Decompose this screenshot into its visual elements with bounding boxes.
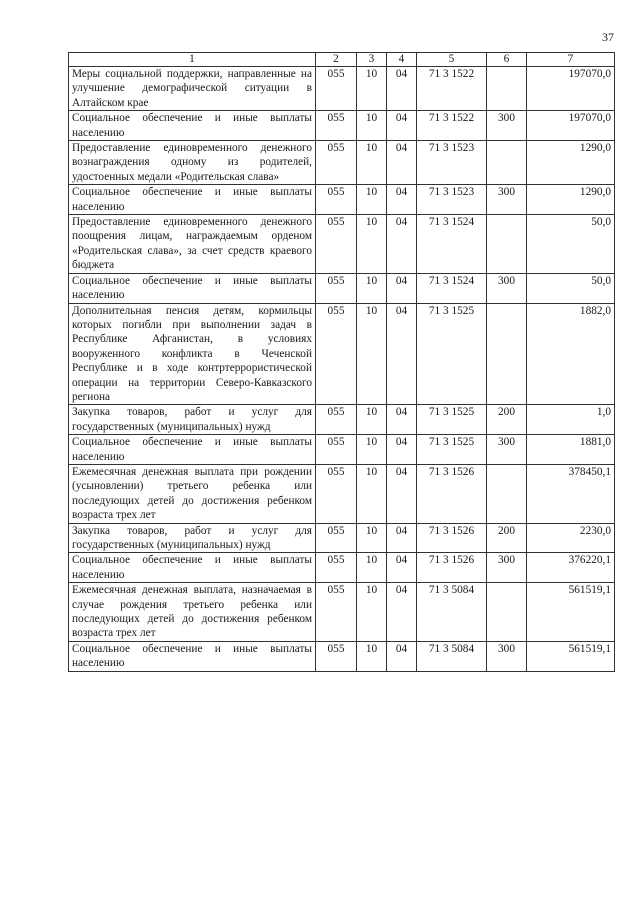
section-cell: 10 xyxy=(357,273,387,303)
subsection-cell: 04 xyxy=(387,553,417,583)
table-row xyxy=(69,435,615,465)
subsection-cell: 04 xyxy=(387,141,417,185)
table-row xyxy=(69,273,615,303)
header-cell: 2 xyxy=(316,53,357,67)
description-cell: Предоставление единовременного денежного поощрения лицам, награждаемым орденом «Родительская слава», за счет средств краевого бюджета xyxy=(69,215,316,274)
section-cell: 10 xyxy=(357,111,387,141)
code-cell: 055 xyxy=(316,464,357,523)
section-cell: 10 xyxy=(357,464,387,523)
expense-type-cell: 300 xyxy=(487,273,527,303)
target-article-cell: 71 3 1523 xyxy=(417,185,487,215)
amount-cell: 2230,0 xyxy=(527,523,615,553)
expense-type-cell xyxy=(487,303,527,405)
amount-cell: 197070,0 xyxy=(527,67,615,111)
target-article-cell: 71 3 1522 xyxy=(417,111,487,141)
expense-type-cell xyxy=(487,141,527,185)
table-row xyxy=(69,523,615,553)
header-cell: 1 xyxy=(69,53,316,67)
subsection-cell: 04 xyxy=(387,435,417,465)
target-article-cell: 71 3 5084 xyxy=(417,641,487,671)
code-cell: 055 xyxy=(316,185,357,215)
subsection-cell: 04 xyxy=(387,111,417,141)
description-cell: Ежемесячная денежная выплата, назначаемая в случае рождения третьего ребенка или последующих детей до достижения ребенком возраста трех лет xyxy=(69,583,316,642)
expense-type-cell: 200 xyxy=(487,523,527,553)
header-cell: 7 xyxy=(527,53,615,67)
description-cell: Предоставление единовременного денежного вознаграждения одному из родителей, удостоенных медали «Родительская слава» xyxy=(69,141,316,185)
code-cell: 055 xyxy=(316,435,357,465)
section-cell: 10 xyxy=(357,553,387,583)
expense-type-cell xyxy=(487,464,527,523)
subsection-cell: 04 xyxy=(387,641,417,671)
section-cell: 10 xyxy=(357,405,387,435)
amount-cell: 50,0 xyxy=(527,273,615,303)
code-cell: 055 xyxy=(316,141,357,185)
table-row xyxy=(69,405,615,435)
code-cell: 055 xyxy=(316,67,357,111)
subsection-cell: 04 xyxy=(387,215,417,274)
expense-type-cell: 300 xyxy=(487,185,527,215)
subsection-cell: 04 xyxy=(387,185,417,215)
description-cell: Дополнительная пенсия детям, кормильцы которых погибли при выполнении задач в Республике Афганистан, в условиях вооруженного конфликта в Чеченской Республике и в ходе контртеррористической операции на территории Северо-Кавказского региона xyxy=(69,303,316,405)
code-cell: 055 xyxy=(316,553,357,583)
target-article-cell: 71 3 1523 xyxy=(417,141,487,185)
code-cell: 055 xyxy=(316,111,357,141)
target-article-cell: 71 3 1526 xyxy=(417,464,487,523)
description-cell: Закупка товаров, работ и услуг для государственных (муниципальных) нужд xyxy=(69,405,316,435)
table-row xyxy=(69,215,615,274)
table-row xyxy=(69,583,615,642)
amount-cell: 1881,0 xyxy=(527,435,615,465)
table-row xyxy=(69,185,615,215)
expense-type-cell xyxy=(487,583,527,642)
table-row xyxy=(69,141,615,185)
expense-type-cell xyxy=(487,215,527,274)
description-cell: Социальное обеспечение и иные выплаты населению xyxy=(69,641,316,671)
section-cell: 10 xyxy=(357,215,387,274)
section-cell: 10 xyxy=(357,641,387,671)
subsection-cell: 04 xyxy=(387,464,417,523)
budget-table xyxy=(68,52,615,672)
section-cell: 10 xyxy=(357,141,387,185)
subsection-cell: 04 xyxy=(387,67,417,111)
description-cell: Меры социальной поддержки, направленные на улучшение демографической ситуации в Алтайском крае xyxy=(69,67,316,111)
section-cell: 10 xyxy=(357,523,387,553)
amount-cell: 1,0 xyxy=(527,405,615,435)
target-article-cell: 71 3 1525 xyxy=(417,405,487,435)
subsection-cell: 04 xyxy=(387,523,417,553)
description-cell: Социальное обеспечение и иные выплаты населению xyxy=(69,111,316,141)
expense-type-cell: 200 xyxy=(487,405,527,435)
section-cell: 10 xyxy=(357,67,387,111)
table-row xyxy=(69,553,615,583)
target-article-cell: 71 3 1525 xyxy=(417,303,487,405)
target-article-cell: 71 3 1524 xyxy=(417,273,487,303)
target-article-cell: 71 3 1522 xyxy=(417,67,487,111)
table-row xyxy=(69,641,615,671)
amount-cell: 561519,1 xyxy=(527,583,615,642)
description-cell: Ежемесячная денежная выплата при рождении (усыновлении) третьего ребенка или последующих детей до достижения ребенком возраста трех лет xyxy=(69,464,316,523)
code-cell: 055 xyxy=(316,273,357,303)
expense-type-cell xyxy=(487,67,527,111)
section-cell: 10 xyxy=(357,435,387,465)
expense-type-cell: 300 xyxy=(487,641,527,671)
section-cell: 10 xyxy=(357,185,387,215)
header-cell: 5 xyxy=(417,53,487,67)
amount-cell: 197070,0 xyxy=(527,111,615,141)
amount-cell: 1882,0 xyxy=(527,303,615,405)
target-article-cell: 71 3 1526 xyxy=(417,553,487,583)
amount-cell: 50,0 xyxy=(527,215,615,274)
target-article-cell: 71 3 1524 xyxy=(417,215,487,274)
table-row xyxy=(69,303,615,405)
expense-type-cell: 300 xyxy=(487,553,527,583)
target-article-cell: 71 3 1525 xyxy=(417,435,487,465)
table-row xyxy=(69,67,615,111)
header-cell: 4 xyxy=(387,53,417,67)
code-cell: 055 xyxy=(316,303,357,405)
code-cell: 055 xyxy=(316,405,357,435)
code-cell: 055 xyxy=(316,583,357,642)
expense-type-cell: 300 xyxy=(487,435,527,465)
amount-cell: 376220,1 xyxy=(527,553,615,583)
amount-cell: 378450,1 xyxy=(527,464,615,523)
description-cell: Социальное обеспечение и иные выплаты населению xyxy=(69,553,316,583)
expense-type-cell: 300 xyxy=(487,111,527,141)
subsection-cell: 04 xyxy=(387,273,417,303)
page-number: 37 xyxy=(602,30,614,44)
code-cell: 055 xyxy=(316,641,357,671)
target-article-cell: 71 3 1526 xyxy=(417,523,487,553)
amount-cell: 1290,0 xyxy=(527,185,615,215)
amount-cell: 1290,0 xyxy=(527,141,615,185)
amount-cell: 561519,1 xyxy=(527,641,615,671)
section-cell: 10 xyxy=(357,583,387,642)
code-cell: 055 xyxy=(316,523,357,553)
header-cell: 6 xyxy=(487,53,527,67)
description-cell: Социальное обеспечение и иные выплаты населению xyxy=(69,435,316,465)
subsection-cell: 04 xyxy=(387,303,417,405)
description-cell: Закупка товаров, работ и услуг для государственных (муниципальных) нужд xyxy=(69,523,316,553)
header-cell: 3 xyxy=(357,53,387,67)
section-cell: 10 xyxy=(357,303,387,405)
table-row xyxy=(69,464,615,523)
header-row xyxy=(69,53,615,67)
table-row xyxy=(69,111,615,141)
description-cell: Социальное обеспечение и иные выплаты населению xyxy=(69,273,316,303)
subsection-cell: 04 xyxy=(387,405,417,435)
description-cell: Социальное обеспечение и иные выплаты населению xyxy=(69,185,316,215)
code-cell: 055 xyxy=(316,215,357,274)
subsection-cell: 04 xyxy=(387,583,417,642)
target-article-cell: 71 3 5084 xyxy=(417,583,487,642)
